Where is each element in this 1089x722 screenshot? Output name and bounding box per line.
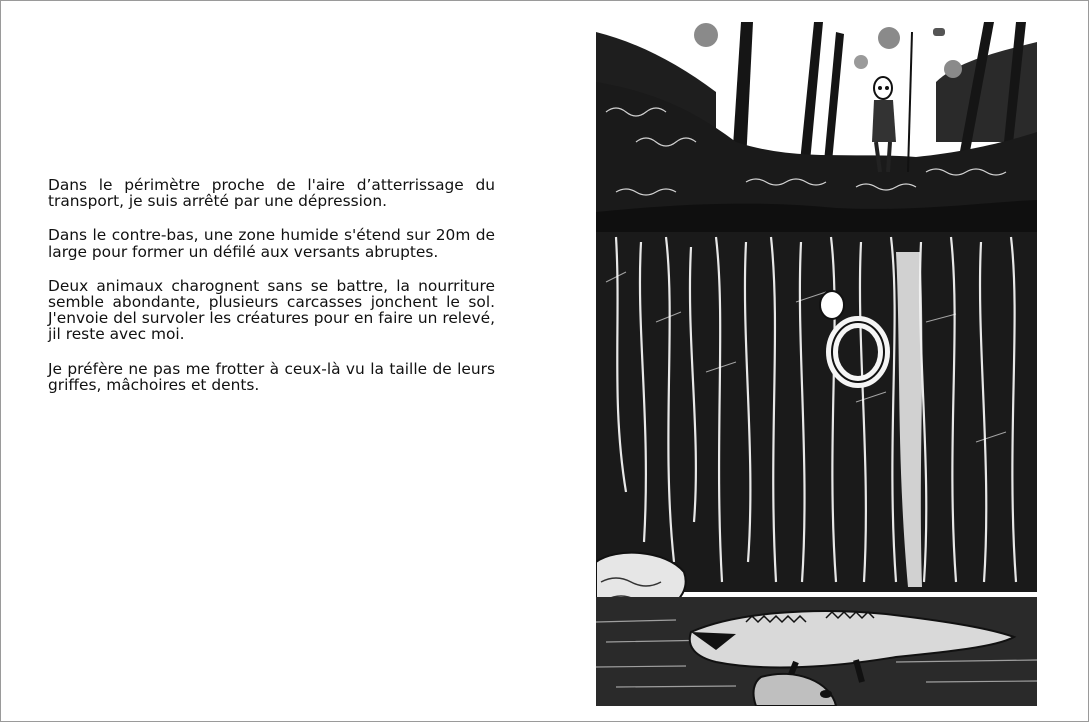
floating-orb [944,60,962,78]
paragraph-2: Dans le contre-bas, une zone humide s'étend sur 20m de large pour former un défilé aux versants abruptes. [48,226,495,261]
cliff-face [596,232,1037,592]
narrative-text [48,177,495,411]
paragraph-1: Dans le périmètre proche de l'aire d’atterrissage du transport, je suis arrêté par une dépression. [48,176,495,211]
drone-icon [933,28,945,36]
paragraph-4: Je préfère ne pas me frotter à ceux-là vu la taille de leurs griffes, mâchoires et dents. [48,359,495,394]
floating-orb [854,55,868,69]
paragraph-3: Deux animaux charognent sans se battre, la nourriture semble abondante, plusieurs carcasses jonchent le sol. J'envoie del survoler les créatures pour en faire un relevé, jil reste avec moi. [48,276,495,344]
floating-orb [694,23,718,47]
ravine-drawing [596,22,1037,706]
ink-illustration [596,22,1037,706]
floating-orb [878,27,900,49]
